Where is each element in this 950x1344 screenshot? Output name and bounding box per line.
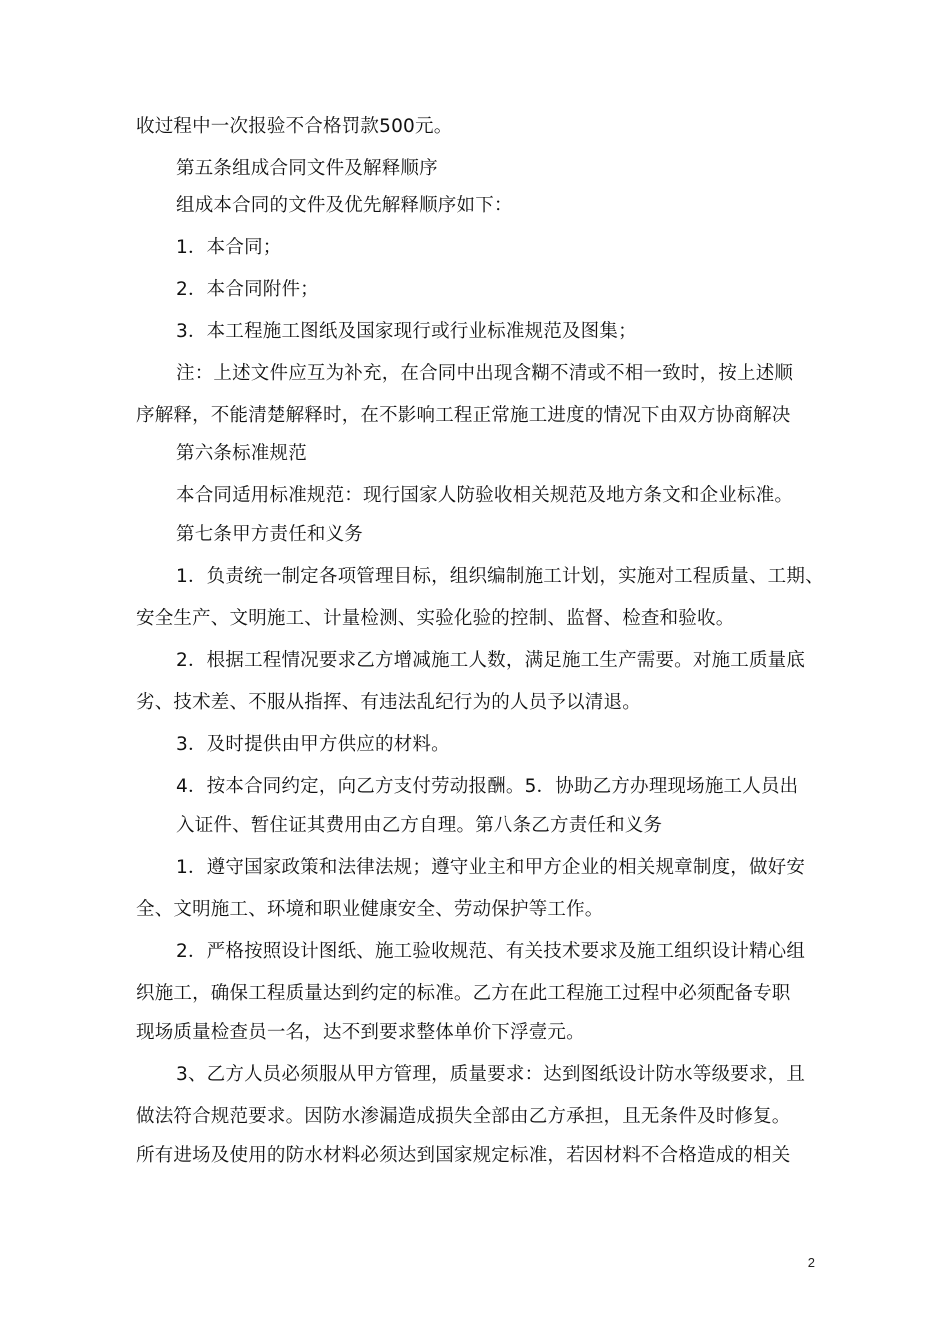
text-line: 所有进场及使用的防水材料必须达到国家规定标准，若因材料不合格造成的相关 (136, 1145, 791, 1166)
list-item: 1．本合同； (176, 237, 282, 258)
text-line: 做法符合规范要求。因防水渗漏造成损失全部由乙方承担，且无条件及时修复。 (136, 1106, 791, 1127)
text-line: 安全生产、文明施工、计量检测、实验化验的控制、监督、检查和验收。 (136, 608, 735, 629)
list-item: 1．负责统一制定各项管理目标，组织编制施工计划，实施对工程质量、工期、 (176, 566, 824, 587)
page-number: 2 (807, 1255, 815, 1270)
text-line: 劣、技术差、不服从指挥、有违法乱纪行为的人员予以清退。 (136, 692, 641, 713)
text-line: 本合同适用标准规范：现行国家人防验收相关规范及地方条文和企业标准。 (176, 485, 794, 506)
text-line: 织施工，确保工程质量达到约定的标准。乙方在此工程施工过程中必须配备专职 (136, 983, 791, 1004)
text-line: 组成本合同的文件及优先解释顺序如下： (176, 195, 513, 216)
list-item: 1．遵守国家政策和法律法规；遵守业主和甲方企业的相关规章制度，做好安 (176, 857, 806, 878)
section-heading-article-6: 第六条标准规范 (176, 443, 307, 464)
text-line: 全、文明施工、环境和职业健康安全、劳动保护等工作。 (136, 899, 604, 920)
list-item: 2．本合同附件； (176, 279, 319, 300)
text-line: 现场质量检查员一名，达不到要求整体单价下浮壹元。 (136, 1022, 585, 1043)
section-heading-article-7: 第七条甲方责任和义务 (176, 524, 364, 545)
list-item: 2．根据工程情况要求乙方增减施工人数，满足施工生产需要。对施工质量底 (176, 650, 806, 671)
text-line: 收过程中一次报验不合格罚款500元。 (136, 116, 453, 137)
note-line: 注：上述文件应互为补充，在合同中出现含糊不清或不相一致时，按上述顺 (176, 363, 794, 384)
text-line: 序解释，不能清楚解释时，在不影响工程正常施工进度的情况下由双方协商解决 (136, 405, 791, 426)
list-item: 2．严格按照设计图纸、施工验收规范、有关技术要求及施工组织设计精心组 (176, 941, 806, 962)
list-item: 3．及时提供由甲方供应的材料。 (176, 734, 450, 755)
list-item: 3、乙方人员必须服从甲方管理，质量要求：达到图纸设计防水等级要求，且 (176, 1064, 806, 1085)
text-line: 入证件、暂住证其费用由乙方自理。第八条乙方责任和义务 (176, 815, 663, 836)
list-item: 3．本工程施工图纸及国家现行或行业标准规范及图集； (176, 321, 637, 342)
section-heading-article-5: 第五条组成合同文件及解释顺序 (176, 158, 438, 179)
list-item: 4．按本合同约定，向乙方支付劳动报酬。5．协助乙方办理现场施工人员出 (176, 776, 799, 797)
